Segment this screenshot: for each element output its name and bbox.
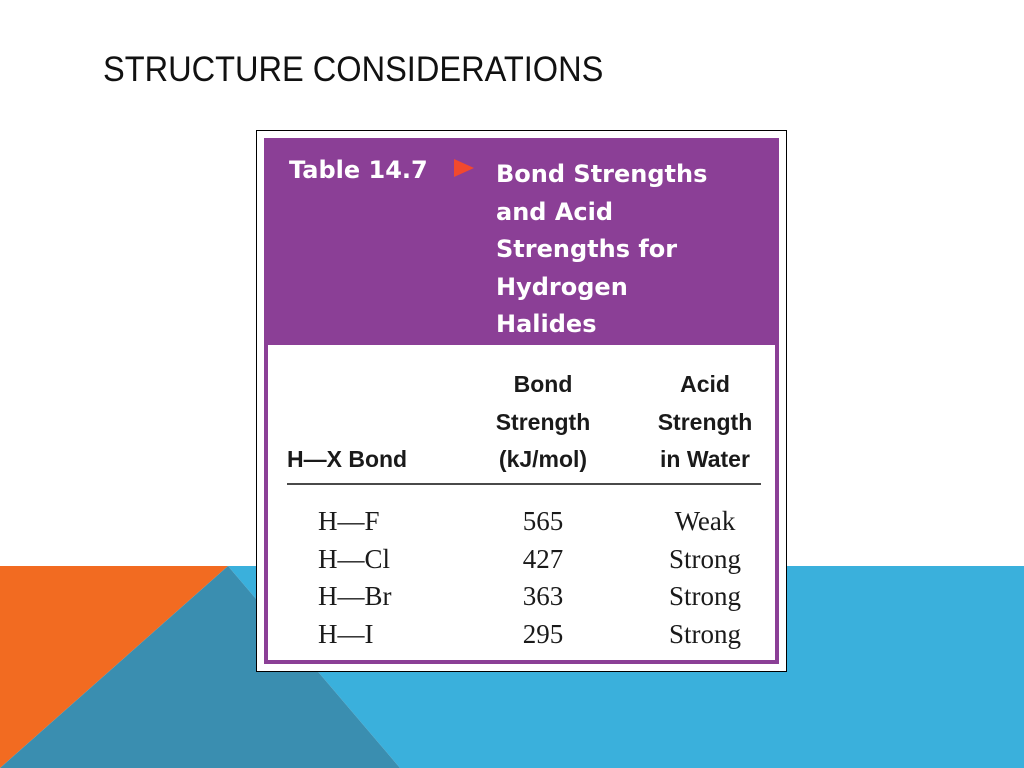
column-header-line: in Water xyxy=(660,446,750,472)
column-header-line: (kJ/mol) xyxy=(498,446,588,472)
bond-strength-cell: 363 xyxy=(522,581,564,611)
column-header-bond-strength xyxy=(478,366,608,479)
bond-cell: H—F xyxy=(318,506,380,536)
table-title-line: Hydrogen xyxy=(496,272,628,301)
acid-strength-cell: Strong xyxy=(668,581,741,611)
acid-strength-cell: Strong xyxy=(668,618,741,649)
table-header xyxy=(268,142,775,345)
slide-title: STRUCTURE CONSIDERATIONS xyxy=(103,50,604,89)
column-header-acid-strength xyxy=(640,366,770,479)
bond-strength-cell: 427 xyxy=(522,543,564,574)
table-title-line: and Acid xyxy=(496,197,614,226)
column-header-line: Strength xyxy=(495,408,591,435)
column-header-line: Bond xyxy=(513,371,573,397)
bond-cell: H—Cl xyxy=(318,543,391,574)
table-row xyxy=(268,578,775,616)
bond-strength-table xyxy=(264,138,779,664)
table-row xyxy=(268,541,775,579)
bond-strength-cell: 295 xyxy=(522,618,564,649)
column-header-line: Strength xyxy=(657,408,753,435)
table-title-line: Halides xyxy=(496,310,597,338)
table-row xyxy=(268,503,775,541)
table-number: Table 14.7 xyxy=(289,156,428,184)
bond-strength-cell: 565 xyxy=(522,506,564,536)
table-title-line: Strengths for xyxy=(496,235,678,263)
acid-strength-cell: Weak xyxy=(674,506,736,536)
table-title-line: Bond Strengths xyxy=(496,160,708,188)
table-title xyxy=(496,156,766,344)
bond-cell: H—Br xyxy=(318,581,392,611)
column-header-line: H—X Bond xyxy=(287,446,408,472)
acid-strength-cell: Strong xyxy=(668,543,741,574)
header-divider xyxy=(287,483,761,485)
table-body xyxy=(268,503,775,653)
bond-cell: H—I xyxy=(318,618,374,649)
table-row xyxy=(268,616,775,654)
column-header-bond xyxy=(287,441,407,479)
table-image-frame xyxy=(256,130,787,672)
right-triangle-arrow-icon xyxy=(454,159,474,177)
column-header-line: Acid xyxy=(680,371,730,397)
